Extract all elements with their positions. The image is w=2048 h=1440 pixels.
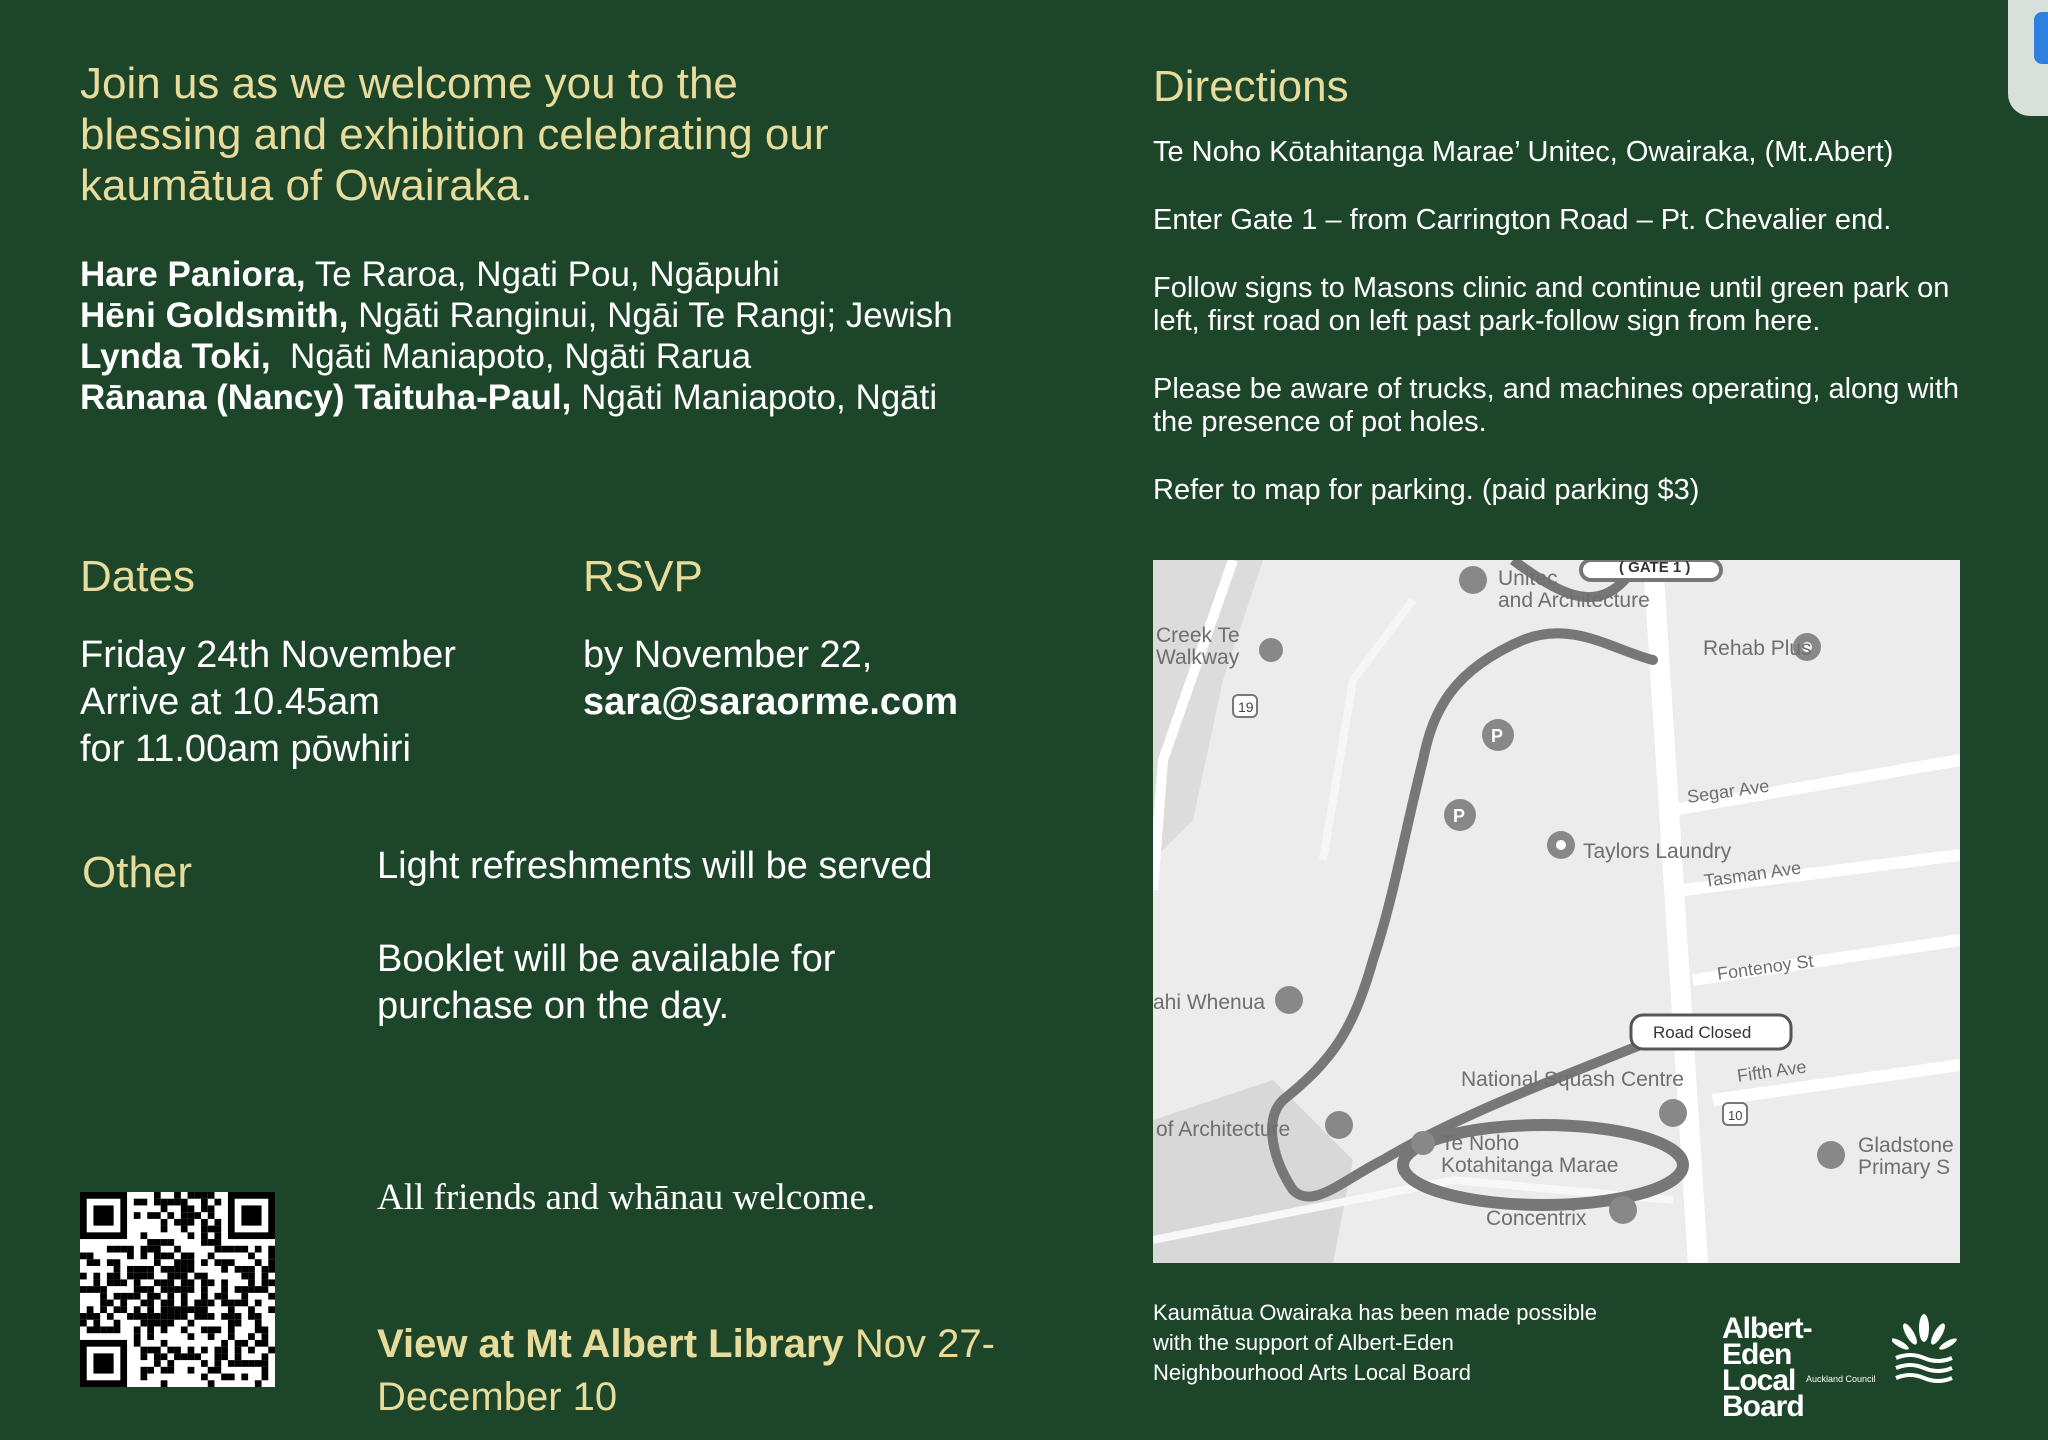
qr-code[interactable]	[80, 1192, 275, 1387]
map-whenua-label: ahi Whenua	[1153, 991, 1266, 1014]
map-creek-label: Creek Te	[1156, 624, 1240, 647]
kaumatua-list	[80, 254, 980, 418]
kaumatua-affiliation: Ngāti Maniapoto, Ngāti	[571, 378, 938, 417]
map-gate-label: ( GATE 1 )	[1619, 560, 1691, 576]
directions-location: Te Noho Kōtahitanga Marae’ Unitec, Owairaka, (Mt.Abert)	[1153, 136, 1894, 168]
dates-heading: Dates	[80, 552, 195, 601]
directions-map[interactable]	[1153, 560, 1960, 1263]
map-drawing	[1153, 560, 1960, 1263]
kaumatua-name: Rānana (Nancy) Taituha-Paul,	[80, 378, 572, 417]
map-tasman-label: Tasman Ave	[1702, 857, 1803, 891]
map-unitec-label: and Architecture	[1498, 589, 1650, 612]
library-name: View at Mt Albert Library	[377, 1322, 844, 1366]
kaumatua-affiliation: Ngāti Maniapoto, Ngāti Rarua	[270, 337, 752, 376]
directions-route: Follow signs to Masons clinic and continue until green park on left, first road on left past park-follow sign from here.	[1153, 272, 1950, 337]
welcome-note: All friends and whānau welcome.	[377, 1177, 876, 1218]
logo-subtitle: Auckland Council	[1806, 1374, 1876, 1384]
kaumatua-item	[80, 295, 980, 336]
map-parking-icon: P	[1491, 726, 1504, 746]
directions-parking: Refer to map for parking. (paid parking $3)	[1153, 474, 1700, 506]
map-segar-label: Segar Ave	[1685, 775, 1771, 807]
rsvp-heading: RSVP	[583, 552, 703, 601]
map-fifth-label: Fifth Ave	[1735, 1056, 1808, 1086]
other-heading: Other	[82, 848, 193, 897]
map-rehab-label: Rehab Plus	[1703, 637, 1812, 660]
library-dates: Nov 27-December 10	[377, 1322, 995, 1419]
rsvp-email[interactable]: sara@saraorme.com	[583, 681, 959, 723]
map-fontenoy-label: Fontenoy St	[1715, 950, 1815, 984]
arrival-line: Arrive at 10.45am	[80, 681, 380, 723]
kaumatua-item	[80, 377, 980, 418]
map-architecture-label: of Architecture	[1156, 1118, 1291, 1141]
map-unitec-label: Unitec	[1498, 567, 1558, 590]
logo-line: Albert-Eden	[1722, 1312, 1812, 1371]
kaumatua-item	[80, 336, 980, 377]
blue-tab-icon	[2034, 12, 2048, 64]
directions-gate: Enter Gate 1 – from Carrington Road – Pt. Chevalier end.	[1153, 204, 1892, 236]
booklet-note: Booklet will be available for purchase on the day.	[377, 938, 836, 1027]
qr-code-image	[80, 1192, 275, 1387]
kaumatua-affiliation: Te Raroa, Ngati Pou, Ngāpuhi	[305, 255, 780, 294]
rsvp-deadline: by November 22,	[583, 634, 873, 676]
map-marae-label: Te Noho	[1441, 1132, 1520, 1155]
map-route-19: 19	[1238, 699, 1254, 715]
map-gladstone-label: Gladstone	[1858, 1134, 1954, 1157]
support-credit: Kaumātua Owairaka has been made possible with the support of Albert-Eden Neighbourhood Arts Local Board	[1153, 1300, 1597, 1385]
logo-line: Local Board	[1722, 1364, 1804, 1423]
map-route-10: 10	[1728, 1108, 1743, 1123]
kaumatua-name: Hare Paniora,	[80, 255, 306, 294]
kaumatua-affiliation: Ngāti Ranginui, Ngāi Te Rangi; Jewish	[348, 296, 953, 335]
other-details	[377, 843, 937, 1076]
dates-details	[80, 632, 560, 773]
map-gladstone-label: Primary S	[1858, 1156, 1951, 1179]
kaumatua-item	[80, 254, 980, 295]
rsvp-details	[583, 632, 1003, 726]
powhiri-line: for 11.00am pōwhiri	[80, 728, 411, 770]
refreshments-note: Light refreshments will be served	[377, 845, 933, 887]
directions-text	[1153, 136, 1993, 542]
directions-heading: Directions	[1153, 62, 1349, 111]
library-exhibition	[377, 1318, 997, 1424]
logo-text	[1722, 1312, 1812, 1423]
date-line: Friday 24th November	[80, 634, 456, 676]
map-parking-icon: P	[1453, 806, 1466, 826]
map-national-label: National Squash Centre	[1461, 1068, 1684, 1091]
directions-warning: Please be aware of trucks, and machines operating, along with the presence of pot holes.	[1153, 373, 1960, 438]
map-marae-label: Kotahitanga Marae	[1441, 1154, 1619, 1177]
flower-logo-icon	[1892, 1306, 1957, 1384]
window-corner-widget[interactable]	[2008, 0, 2048, 116]
map-concentrix-label: Concentrix	[1486, 1207, 1587, 1230]
intro-line: Join us as we welcome you to the	[80, 59, 738, 108]
intro-line: kaumātua of Owairaka.	[80, 161, 533, 210]
kaumatua-name: Lynda Toki,	[80, 337, 271, 376]
map-creek-label: Walkway	[1156, 646, 1240, 669]
intro-heading	[80, 58, 980, 211]
intro-line: blessing and exhibition celebrating our	[80, 110, 829, 159]
map-taylors-label: Taylors Laundry	[1583, 840, 1732, 863]
map-road-closed-label: Road Closed	[1653, 1023, 1752, 1042]
kaumatua-name: Hēni Goldsmith,	[80, 296, 349, 335]
